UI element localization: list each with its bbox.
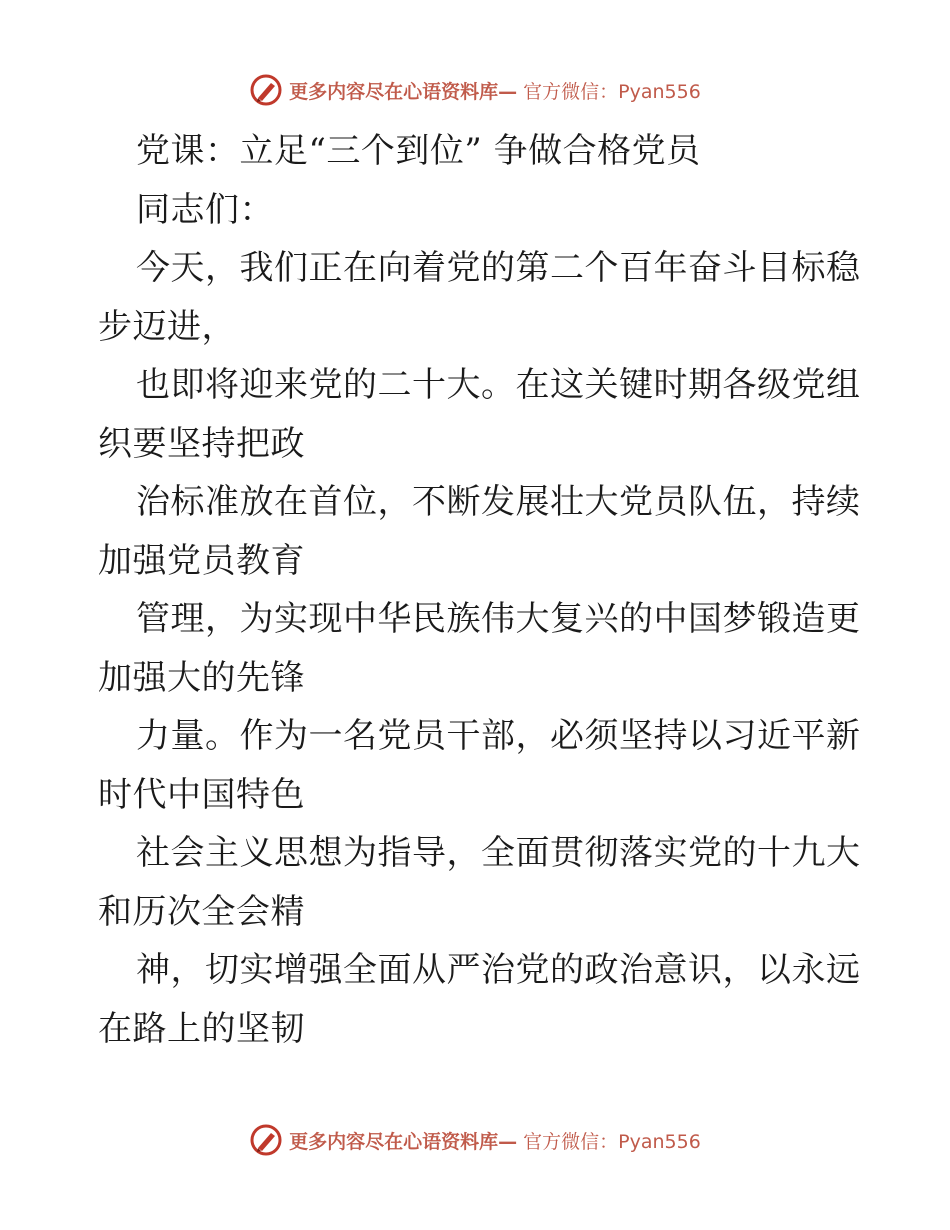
text-line: 和历次全会精 [98, 891, 305, 932]
pen-logo-icon [249, 73, 283, 107]
banner-main-text: 更多内容尽在心语资料库— [289, 1130, 518, 1153]
text-line: 治标准放在首位，不断发展壮大党员队伍，持续 [136, 482, 861, 522]
header-banner [0, 70, 950, 110]
text-line: 神，切实增强全面从严治党的政治意识，以永远 [136, 950, 861, 990]
text-line: 织要坚持把政 [98, 423, 305, 464]
text-line: 今天，我们正在向着党的第二个百年奋斗目标稳 [136, 248, 861, 288]
pen-logo-icon [249, 1123, 283, 1157]
document-body [98, 122, 861, 1058]
salutation: 同志们： [136, 189, 274, 230]
text-line: 加强大的先锋 [98, 657, 305, 698]
text-line: 力量。作为一名党员干部，必须坚持以习近平新 [136, 716, 861, 756]
document-title: 党课：立足“三个到位” 争做合格党员 [136, 131, 701, 171]
text-line: 也即将迎来党的二十大。在这关键时期各级党组 [136, 365, 861, 405]
text-line: 管理，为实现中华民族伟大复兴的中国梦锻造更 [136, 599, 861, 639]
footer-banner [0, 1120, 950, 1160]
text-line: 社会主义思想为指导，全面贯彻落实党的十九大 [136, 833, 861, 873]
text-line: 时代中国特色 [98, 774, 305, 815]
banner-main-text: 更多内容尽在心语资料库— [289, 80, 518, 103]
text-line: 步迈进， [98, 306, 236, 347]
banner-contact-text: 官方微信：Pyan556 [523, 80, 701, 103]
text-line: 在路上的坚韧 [98, 1008, 305, 1049]
text-line: 加强党员教育 [98, 540, 305, 581]
banner-contact-text: 官方微信：Pyan556 [523, 1130, 701, 1153]
